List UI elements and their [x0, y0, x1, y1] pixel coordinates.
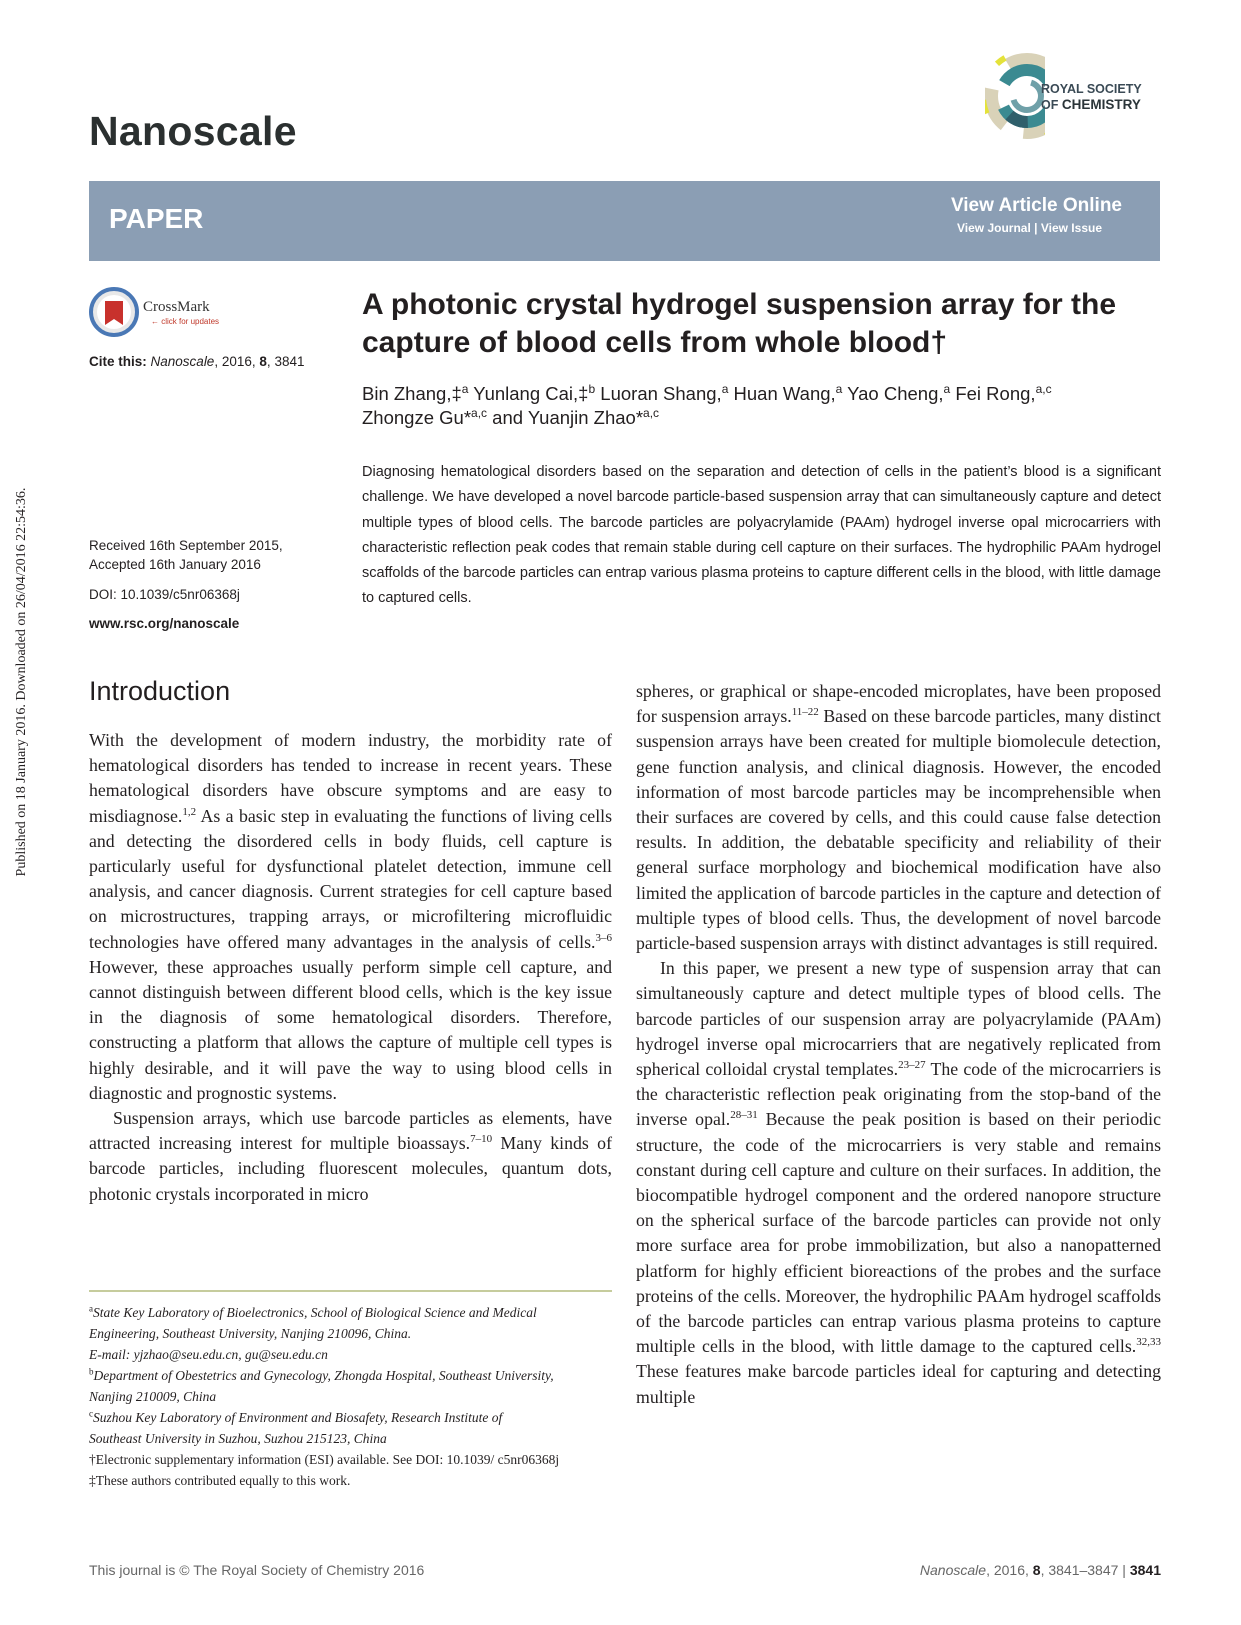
crossmark-icon [89, 287, 139, 337]
author [734, 383, 843, 404]
footnote-mark: c [89, 1408, 93, 1419]
footnote-divider [89, 1290, 612, 1292]
citation-ref[interactable]: 3–6 [595, 931, 612, 944]
citation-ref[interactable]: 1,2 [182, 805, 197, 818]
footer-pages: , 3841–3847 [1040, 1562, 1119, 1578]
citation-line: Cite this: Nanoscale, 2016, 8, 3841 [89, 354, 305, 369]
footnote-text: Suzhou Key Laboratory of Environment and Biosafety, Research Institute of [93, 1410, 503, 1425]
doi: DOI: 10.1039/c5nr06368j [89, 587, 240, 602]
publication-stamp: Published on 18 January 2016. Downloaded on 26/04/2016 22:54:36. [14, 487, 29, 877]
author [600, 383, 728, 404]
citation-ref[interactable]: 28–31 [730, 1109, 758, 1122]
accepted-date: Accepted 16th January 2016 [89, 557, 261, 572]
footnotes [89, 1302, 612, 1491]
footnote-text: State Key Laboratory of Bioelectronics, School of Biological Science and Medical [93, 1305, 537, 1320]
footnote-affiliation-c-cont [89, 1428, 612, 1449]
footnote-email-text[interactable]: E-mail: yjzhao@seu.edu.cn, gu@seu.edu.cn [89, 1347, 328, 1362]
author-name: and Yuanjin Zhao* [492, 407, 644, 428]
text-run: However, these approaches usually perform simple cell capture, and cannot distinguish between different blood cells, which is the key issue in the diagnosis of some hematological disorders. Therefore, constructing a platform that allows the capture of multiple cell types is highly desirable, and it will pave the way to using blood cells in diagnostic and prognostic systems. [89, 956, 612, 1103]
article-title: A photonic crystal hydrogel suspension array for the capture of blood cells from whole blood† [362, 288, 1117, 359]
footnote-affiliation-a-cont [89, 1323, 612, 1344]
view-issue-link[interactable]: View Issue [1040, 221, 1102, 235]
received-date: Received 16th September 2015, [89, 538, 283, 553]
author-affiliation: a [461, 381, 469, 396]
footer-citation [920, 1562, 1161, 1578]
cite-journal: Nanoscale [150, 354, 215, 369]
author-affiliation: a,c [471, 405, 488, 420]
text-run: As a basic step in evaluating the functions of living cells and detecting the disordered cells in body fluids, cell capture is particularly useful for dysfunctional platelet detection, immune cell analysis, and cancer diagnosis. Current strategies for cell capture based on microstructures, trapping arrays, or microfiltering microfluidic technologies have offered many advantages in the analysis of cells. [89, 805, 612, 952]
author [362, 407, 487, 428]
text-run: The code of the microcarriers is the characteristic reflection peak originating from the stop-band of the inverse opal. [636, 1059, 1161, 1130]
author-name: Huan Wang, [733, 383, 836, 404]
author-name: Bin Zhang,‡ [362, 383, 462, 404]
section-heading-introduction: Introduction [89, 676, 231, 706]
text-run: In this paper, we present a new type of suspension array that can simultaneously capture and detect multiple types of blood cells. The barcode particles of our suspension array are polyacrylamide (PAAm) hydrogel inverse opal microcarriers that are negatively replicated from spherical colloidal crystal templates. [636, 958, 1161, 1080]
crossmark-title: CrossMark [143, 299, 210, 315]
footnote-affiliation-b-cont [89, 1386, 612, 1407]
author-affiliation: b [588, 381, 596, 396]
crossmark-badge[interactable] [89, 287, 239, 339]
article-type-banner [89, 181, 1160, 261]
journal-title: Nanoscale [89, 108, 297, 154]
cite-page: 3841 [274, 354, 305, 369]
author [492, 407, 659, 428]
page-number: 3841 [1129, 1562, 1161, 1578]
body-column-right [636, 679, 1161, 1410]
text-run: Many kinds of barcode particles, including fluorescent molecules, quantum dots, photonic crystals incorporated in micro [89, 1133, 612, 1204]
paragraph [636, 956, 1161, 1410]
view-article-online-link[interactable]: View Article Online [950, 195, 1122, 216]
rsc-logo-text [1041, 82, 1142, 113]
citation-ref[interactable]: 32,33 [1136, 1336, 1161, 1349]
crossmark-subtitle-text: click for updates [161, 317, 220, 326]
footnote-esi: †Electronic supplementary information (ESI) available. See DOI: 10.1039/ c5nr06368j [89, 1452, 560, 1467]
rsc-logo-of: OF [1041, 98, 1059, 112]
view-links-separator: | [1034, 221, 1038, 235]
footnote-text: Engineering, Southeast University, Nanjing 210096, China. [89, 1326, 412, 1341]
author-name: Luoran Shang, [600, 383, 722, 404]
author-affiliation: a,c [1035, 381, 1052, 396]
journal-website-link[interactable]: www.rsc.org/nanoscale [89, 616, 240, 631]
footnote-text: Nanjing 210009, China [89, 1389, 217, 1404]
paragraph [89, 1106, 612, 1207]
footnote-text: Department of Obestetrics and Gynecology, Zhongda Hospital, Southeast University, [93, 1368, 554, 1383]
footer-separator: | [1118, 1562, 1130, 1578]
footer-volume: 8 [1032, 1562, 1041, 1578]
author [955, 383, 1051, 404]
paragraph [89, 728, 612, 1106]
author [473, 383, 595, 404]
footnote-mark: a [89, 1303, 93, 1314]
author-name: Yunlang Cai,‡ [473, 383, 589, 404]
author-affiliation: a [835, 381, 843, 396]
author-name: Zhongze Gu* [362, 407, 472, 428]
view-links [957, 221, 1102, 235]
author-list [362, 382, 1162, 430]
text-run: Based on these barcode particles, many distinct suspension arrays have been created for multiple biomolecule detection, gene function analysis, and clinical diagnosis. However, the encoded information of most barcode particles may be incomprehensible when their surfaces are covered by cells, and this could cause false detection results. In addition, the debatable specificity and reliability of their general surface morphology and biochemical modification have also limited the application of barcode particles in the capture and detection of multiple types of blood cells. Thus, the development of novel barcode particle-based suspension arrays with distinct advantages is still required. [636, 706, 1161, 954]
footnote-affiliation-b [89, 1365, 612, 1386]
text-run: Because the peak position is based on their periodic structure, the code of the microcarriers is very stable and remains constant during cell capture and culture on their surfaces. In addition, the biocompatible hydrogel component and the ordered nanopore structure on the spherical surface of the barcode particles can provide not only more surface area for probe immobilization, but also a nanopatterned platform for highly efficient bioreactions of the probes and the surface proteins of the cells. Moreover, the hydrophilic PAAm hydrogel scaffolds of the barcode particles can entrap various plasma proteins to capture multiple cells in the blood, with little damage to the captured cells. [636, 1109, 1161, 1357]
footer-year: , 2016, [986, 1562, 1033, 1578]
author [847, 383, 950, 404]
author-name: Yao Cheng, [847, 383, 944, 404]
text-run: With the development of modern industry, the morbidity rate of hematological disorders has tended to increase in recent years. These hematological disorders have obscure symptoms and are easy to misdiagnose. [89, 730, 612, 826]
footer-copyright: This journal is © The Royal Society of Chemistry 2016 [89, 1562, 425, 1578]
footnote-email [89, 1344, 612, 1365]
rsc-logo-line1: ROYAL SOCIETY [1041, 82, 1142, 96]
abstract: Diagnosing hematological disorders based on the separation and detection of cells in the patient’s blood is a significant challenge. We have developed a novel barcode particle-based suspension array that can simultaneously capture and detect multiple types of blood cells. The barcode particles are polyacrylamide (PAAm) hydrogel inverse opal microcarriers with characteristic reflection peak codes that remain stable during cell capture on their surfaces. The hydrophilic PAAm hydrogel scaffolds of the barcode particles can entrap various plasma proteins to capture different cells in the blood, with little damage to captured cells. [362, 464, 1161, 607]
rsc-logo [985, 38, 1165, 156]
paragraph [636, 679, 1161, 956]
footnote-affiliation-a [89, 1302, 612, 1323]
citation-ref[interactable]: 11–22 [791, 706, 819, 719]
view-journal-link[interactable]: View Journal [956, 221, 1031, 235]
author-affiliation: a [943, 381, 951, 396]
footnote-text: Southeast University in Suzhou, Suzhou 215123, China [89, 1431, 387, 1446]
body-column-left [89, 728, 612, 1207]
article-type-label: PAPER [109, 203, 204, 234]
footnote-mark: b [89, 1366, 94, 1377]
crossmark-subtitle: ← click for updates [151, 317, 220, 326]
author [362, 383, 468, 404]
rsc-logo-chemistry: CHEMISTRY [1061, 97, 1141, 112]
rsc-logo-mark [985, 38, 1045, 156]
footnote-affiliation-c [89, 1407, 612, 1428]
author-name: Fei Rong, [955, 383, 1036, 404]
citation-ref[interactable]: 7–10 [470, 1133, 493, 1146]
text-run: Suspension arrays, which use barcode particles as elements, have attracted increasing interest for multiple bioassays. [89, 1108, 612, 1154]
footer-journal: Nanoscale [919, 1562, 987, 1578]
cite-year: 2016 [221, 354, 252, 369]
text-run: spheres, or graphical or shape-encoded microplates, have been proposed for suspension arrays. [636, 681, 1161, 727]
footnote-equal-contribution: ‡These authors contributed equally to this work. [89, 1473, 351, 1488]
author-affiliation: a,c [643, 405, 660, 420]
cite-volume: 8 [259, 354, 267, 369]
rsc-logo-line2 [1041, 97, 1142, 113]
text-run: These features make barcode particles ideal for capturing and detecting multiple [636, 1361, 1161, 1407]
author-affiliation: a [721, 381, 729, 396]
citation-ref[interactable]: 23–27 [898, 1059, 926, 1072]
cite-label: Cite this: [89, 354, 147, 369]
